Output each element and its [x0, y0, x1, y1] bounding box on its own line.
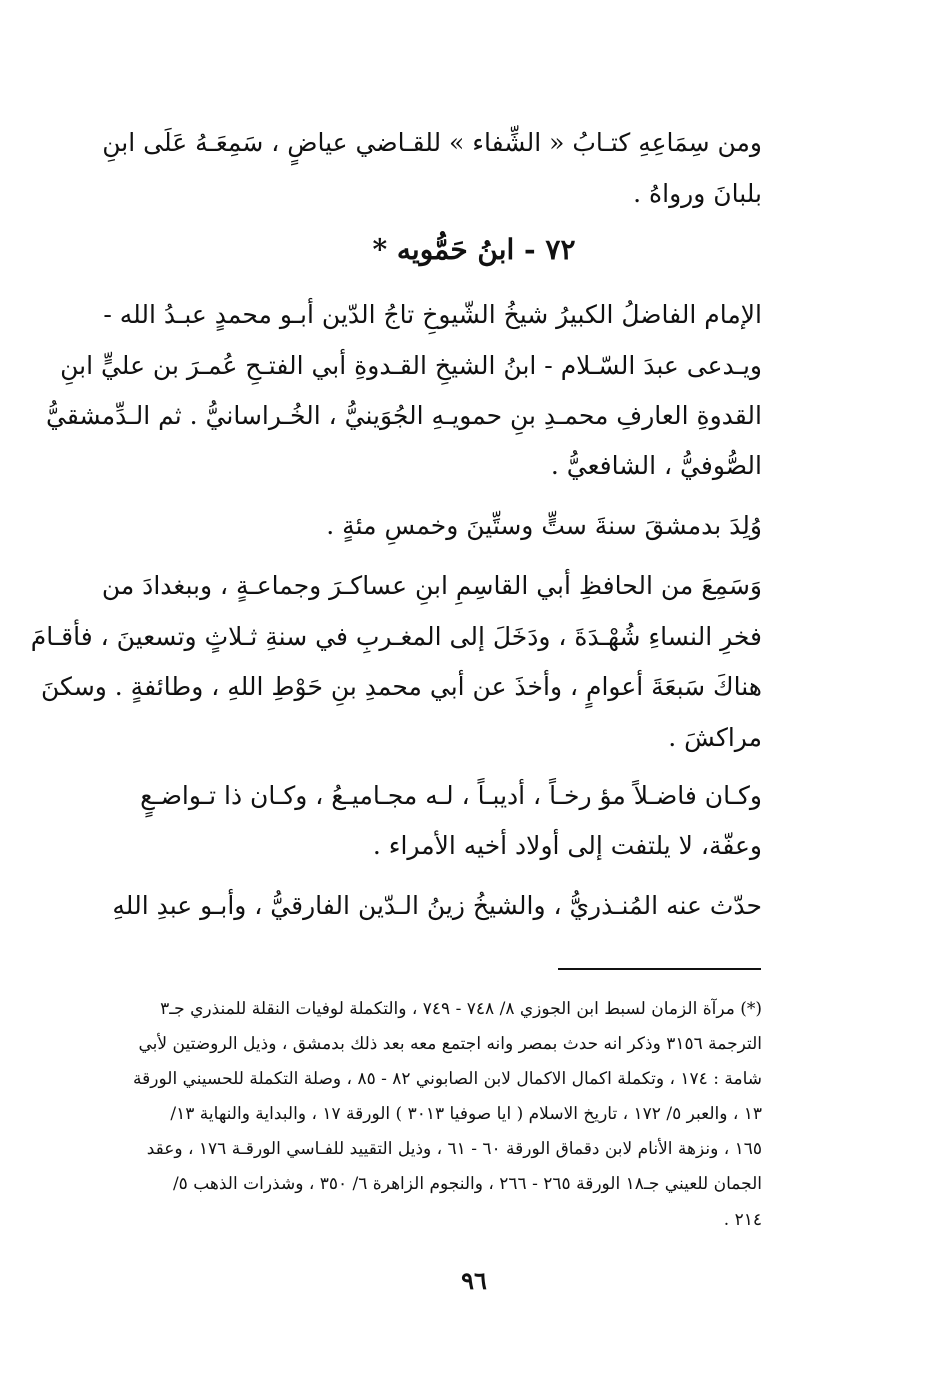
footnote-line: شامة : ١٧٤ ، وتكملة اكمال الاكمال لابن الصابوني ٨٢ - ٨٥ ، وصلة التكملة للحسيني الورقة [133, 1069, 762, 1089]
page-number: ٩٦ [461, 1266, 487, 1295]
footnote-line: الترجمة ٣١٥٦ وذكر انه حدث بمصر وانه اجتمع معه بعد ذلك بدمشق ، وذيل الروضتين لأبي [138, 1034, 762, 1054]
paragraph-line: القدوةِ العارفِ محمـدِ بنِ حمويـهِ الجُوَينيُّ ، الخُـراسانيُّ . ثم الـدِّمشقيُّ [45, 401, 762, 430]
footnote-line: الجمان للعيني جـ١٨ الورقة ٢٦٥ - ٢٦٦ ، والنجوم الزاهرة ٦/ ٣٥٠ ، وشذرات الذهب ٥/ [172, 1174, 762, 1194]
paragraph-line: مراكشَ . [668, 723, 762, 752]
paragraph-line: الإمام الفاضلُ الكبيرُ شيخُ الشّيوخِ تاجُ الدّين أبـو محمدٍ عبـدُ الله - [103, 300, 762, 329]
footnote-line: ١٦٥ ، ونزهة الأنام لابن دقماق الورقة ٦٠ - ٦١ ، وذيل التقييد للفـاسي الورقـة ١٧٦ ، وعقد [146, 1139, 762, 1159]
footnote-separator [558, 968, 761, 970]
footnote-line: ١٣ ، والعبر ٥/ ١٧٢ ، تاريخ الاسلام ( ايا صوفيا ٣٠١٣ ) الورقة ١٧ ، والبداية والنهاية ١٣/ [170, 1104, 762, 1124]
paragraph-line: فخرِ النساءِ شُهْـدَةَ ، ودَخَلَ إلى المغـربِ في سنةِ ثـلاثٍ وتسعينَ ، فأقـامَ [30, 622, 762, 651]
paragraph-line: هناكَ سَبعَةَ أعوامٍ ، وأخذَ عن أبي محمدِ بنِ حَوْطِ اللهِ ، وطائفةٍ . وسكنَ [40, 672, 762, 701]
paragraph-line: وكـان فاضـلاً مؤ رخـاً ، أديبـاً ، لـه مجـاميـعُ ، وكـان ذا تـواضـعٍ [140, 781, 762, 810]
intro-line: بلبانَ ورواهُ . [633, 179, 762, 208]
paragraph-line: وعفّة، لا يلتفت إلى أولاد أخيه الأمراء . [372, 831, 762, 860]
entry-heading: ٧٢ - ابنُ حَمُّويه * [372, 233, 576, 266]
paragraph-line: الصُّوفيُّ ، الشافعيُّ . [550, 451, 762, 480]
paragraph-line: وَسَمِعَ من الحافظِ أبي القاسِمِ ابنِ عساكـرَ وجماعـةٍ ، وببغدادَ من [101, 571, 762, 600]
footnote-line: ٢١٤ . [723, 1210, 762, 1230]
paragraph-line: حدّث عنه المُنـذريُّ ، والشيخُ زينُ الـدّين الفارقيُّ ، وأبـو عبدِ اللهِ [112, 891, 762, 920]
footnote-line: (*) مرآة الزمان لسبط ابن الجوزي ٨/ ٧٤٨ - ٧٤٩ ، والتكملة لوفيات النقلة للمنذري جـ٣ [160, 999, 762, 1019]
intro-line: ومن سِمَاعِهِ كتـابُ « الشِّفاء » للقـاضي عياضٍ ، سَمِعَـهُ عَلَى ابنِ [102, 128, 762, 157]
paragraph-line: ويـدعى عبدَ السّـلام - ابنُ الشيخِ القـدوةِ أبي الفتـحِ عُمـرَ بن عليٍّ ابنِ [60, 351, 762, 380]
paragraph-line: وُلِدَ بدمشقَ سنةَ ستٍّ وستِّينَ وخمسِ مئةٍ . [326, 511, 762, 540]
